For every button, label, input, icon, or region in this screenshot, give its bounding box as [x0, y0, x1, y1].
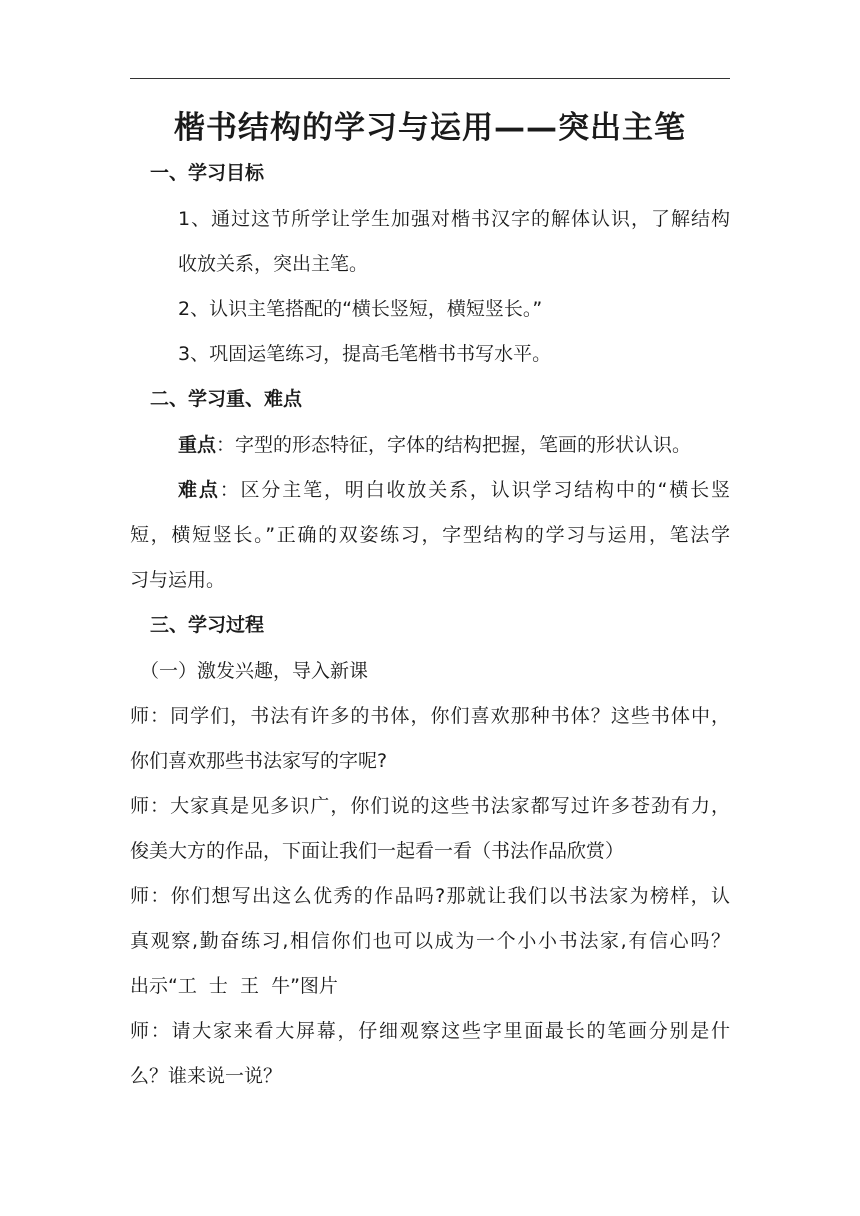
goal-2: 2、认识主笔搭配的“横长竖短，横短竖长。”	[178, 298, 543, 320]
subsection-heading: （一）激发兴趣，导入新课	[140, 660, 369, 682]
difficulty-line-3: 习与运用。	[130, 569, 226, 591]
paragraph-1-line-2: 你们喜欢那些书法家写的字呢?	[130, 750, 388, 772]
paragraph-4: 出示“工 士 王 牛”图片	[130, 975, 338, 997]
paragraph-1-line-1: 师：同学们，书法有许多的书体，你们喜欢那种书体？这些书体中，	[130, 705, 730, 727]
paragraph-5-line-2: 么？谁来说一说？	[130, 1065, 283, 1087]
paragraph-2-line-1: 师：大家真是见多识广，你们说的这些书法家都写过许多苍劲有力，	[130, 795, 730, 817]
paragraph-3-line-1: 师：你们想写出这么优秀的作品吗?那就让我们以书法家为榜样，认	[130, 885, 730, 907]
goal-3: 3、巩固运笔练习，提高毛笔楷书书写水平。	[178, 343, 552, 365]
difficulty-line-2: 短，横短竖长。”正确的双姿练习，字型结构的学习与运用，笔法学	[130, 524, 730, 546]
paragraph-5-line-1: 师：请大家来看大屏幕，仔细观察这些字里面最长的笔画分别是什	[130, 1020, 730, 1042]
key-point-line	[178, 432, 691, 458]
goal-1-line-1: 1、通过这节所学让学生加强对楷书汉字的解体认识，了解结构	[178, 208, 730, 230]
paragraph-2-line-2: 俊美大方的作品，下面让我们一起看一看（书法作品欣赏）	[130, 840, 625, 862]
section-heading-key-points: 二、学习重、难点	[150, 388, 303, 410]
section-heading-process: 三、学习过程	[150, 614, 265, 636]
key-point-text: ：字型的形态特征，字体的结构把握，笔画的形状认识。	[216, 434, 692, 456]
header-rule	[130, 78, 730, 79]
goal-1-line-2: 收放关系，突出主笔。	[178, 253, 369, 275]
key-point-label: 重点	[178, 434, 217, 456]
difficulty-label: 难点	[178, 479, 220, 501]
difficulty-text: ：区分主笔，明白收放关系，认识学习结构中的“横长竖	[219, 479, 730, 501]
difficulty-line-1	[178, 477, 730, 503]
section-heading-goals: 一、学习目标	[150, 162, 265, 184]
document-title: 楷书结构的学习与运用——突出主笔	[174, 110, 686, 146]
paragraph-3-line-2: 真观察,勤奋练习,相信你们也可以成为一个小小书法家,有信心吗？	[130, 930, 730, 952]
